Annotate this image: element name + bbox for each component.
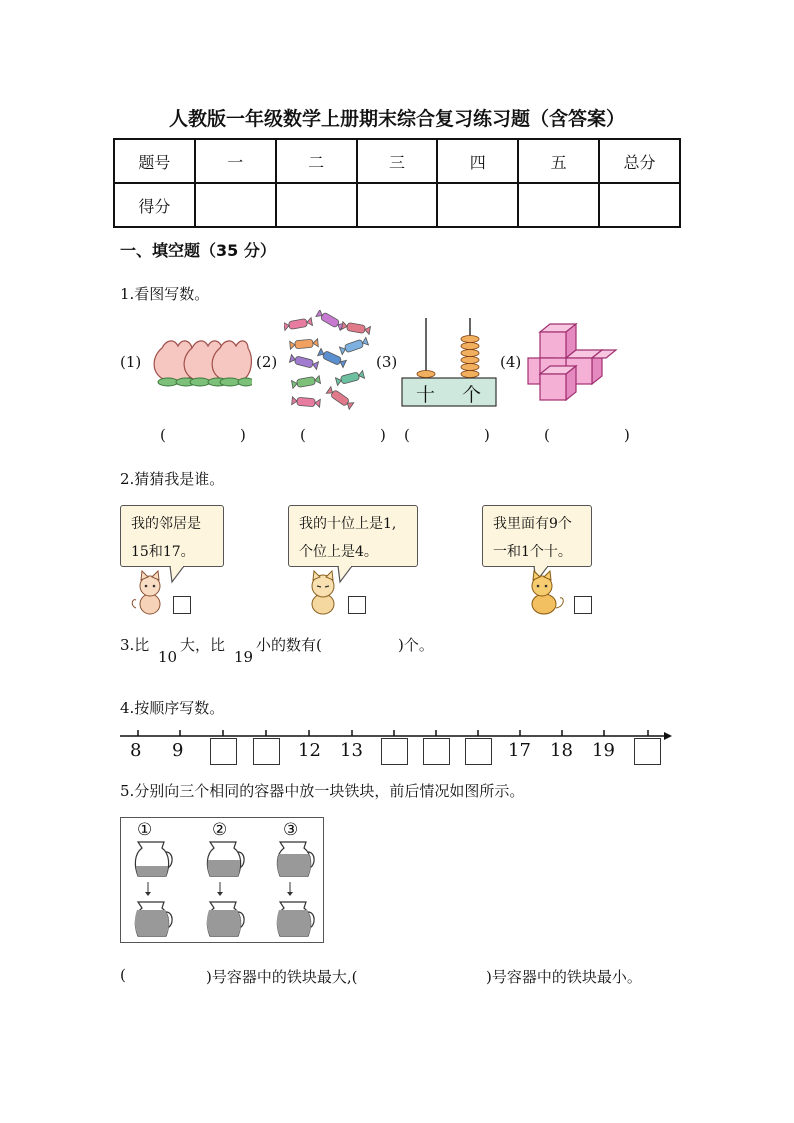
number-label: 13 [340,740,363,761]
number-blank[interactable] [210,738,237,765]
speech-bubble-2 [288,505,418,567]
q3-number-19: 19 [234,648,254,666]
q1-blank-3-open: ( [404,426,410,444]
question-4: 4.按顺序写数。 [120,699,225,717]
answer-box-3[interactable] [574,596,592,614]
number-blank[interactable] [465,738,492,765]
number-label: 17 [508,740,531,761]
question-5: 5.分别向三个相同的容器中放一块铁块，前后情况如图所示。 [120,782,525,800]
container-label: ② [212,820,228,840]
q1-blank-1-close: ) [240,426,246,444]
number-blank[interactable] [381,738,408,765]
number-blank[interactable] [423,738,450,765]
number-blank[interactable] [634,738,661,765]
q3-number-10: 10 [158,648,178,666]
container-label: ① [137,820,153,840]
abacus-label-tens: 十 [416,384,436,406]
header-cell: 五 [518,139,599,183]
score-cell[interactable] [599,183,680,227]
q3-part: 小的数有( [256,636,322,654]
q5-answer-open: ( [120,966,126,984]
question-1: 1.看图写数。 [120,285,210,303]
peaches-image [148,330,252,390]
row-label: 得分 [114,183,195,227]
number-label: 8 [130,740,142,761]
speech-bubble-1 [120,505,224,567]
candies-image [284,310,374,412]
q5-answer-middle: )号容器中的铁块最大,( [206,968,358,986]
section-title: 一、填空题（35 分） [120,241,276,260]
q3-part: 3.比 [120,636,150,654]
q1-blank-4-close: ) [624,426,630,444]
bubble-line: 我里面有9个 [493,516,572,532]
bubble-line: 一和1个十。 [493,544,572,560]
cat-2-image [302,570,344,616]
q1-label-3: (3) [376,353,398,371]
header-cell: 四 [437,139,518,183]
bubble-line: 我的十位上是1, [299,516,397,532]
score-cell[interactable] [276,183,357,227]
q1-label-2: (2) [256,353,278,371]
score-table [113,138,681,228]
number-label: 9 [172,740,184,761]
number-label: 19 [592,740,615,761]
q1-blank-2-open: ( [300,426,306,444]
cat-1-image [130,570,170,616]
container-label: ③ [283,820,299,840]
cubes-image [526,322,620,402]
header-cell: 二 [276,139,357,183]
header-cell: 题号 [114,139,195,183]
question-3 [120,634,149,655]
score-cell[interactable] [518,183,599,227]
q3-part: 大，比 [180,636,226,654]
q1-label-4: (4) [500,353,522,371]
bubble-line: 我的邻居是 [131,516,201,532]
cat-3-image [522,570,568,616]
number-label: 18 [550,740,573,761]
score-cell[interactable] [195,183,276,227]
number-label: 12 [298,740,321,761]
q1-blank-2-close: ) [380,426,386,444]
bubble-line: 个位上是4。 [299,544,378,560]
header-cell: 一 [195,139,276,183]
bubble-tail-1 [168,566,188,584]
number-blank[interactable] [253,738,280,765]
q1-blank-4-open: ( [544,426,550,444]
abacus-image [400,314,498,408]
q1-blank-3-close: ) [484,426,490,444]
page-title: 人教版一年级数学上册期末综合复习练习题（含答案） [168,108,625,130]
q1-label-1: (1) [120,353,142,371]
answer-box-2[interactable] [348,596,366,614]
header-cell: 总分 [599,139,680,183]
q1-blank-1-open: ( [160,426,166,444]
answer-box-1[interactable] [173,596,191,614]
bubble-line: 15和17。 [131,544,195,560]
question-2: 2.猜猜我是谁。 [120,470,225,488]
q5-answer-end: )号容器中的铁块最小。 [486,968,642,986]
score-cell[interactable] [357,183,438,227]
score-table-header-row [114,139,680,183]
containers-image [124,840,320,940]
abacus-label-ones: 个 [462,384,482,406]
speech-bubble-3 [482,505,592,567]
q3-part: )个。 [398,636,434,654]
score-cell[interactable] [437,183,518,227]
score-table-score-row [114,183,680,227]
header-cell: 三 [357,139,438,183]
